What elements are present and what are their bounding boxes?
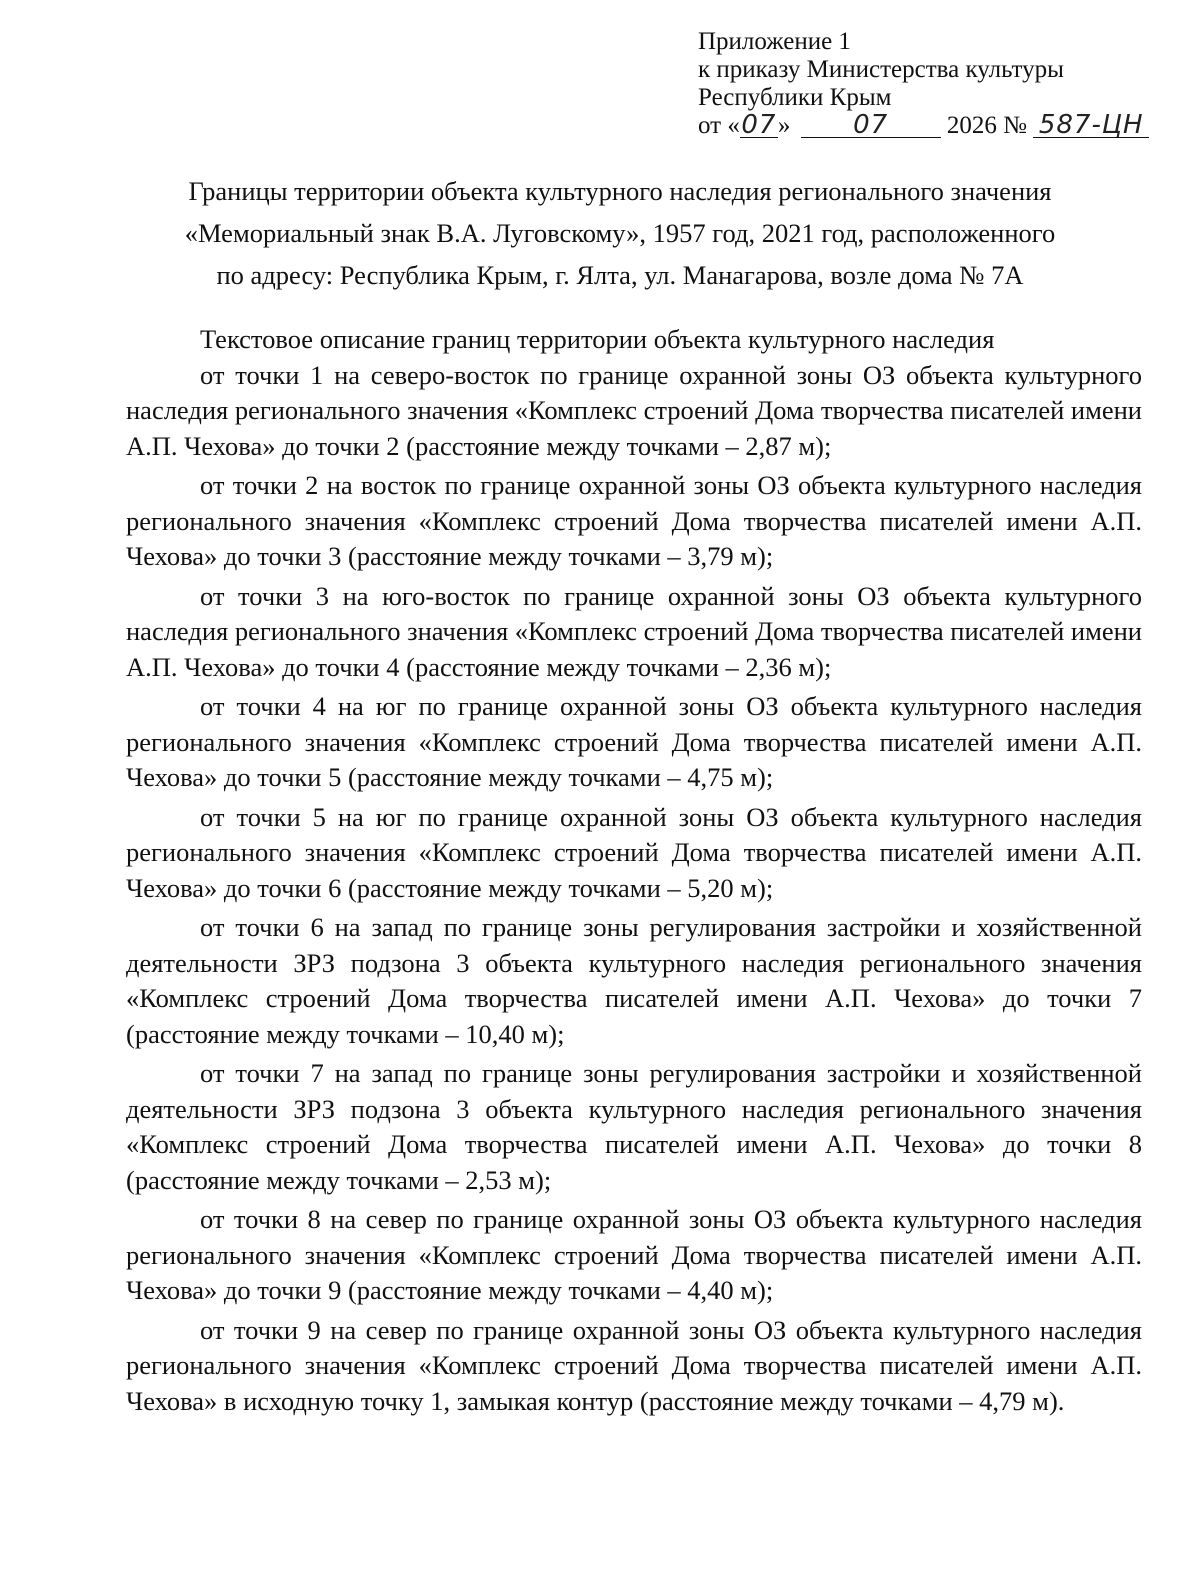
date-year: 2026 № (946, 112, 1027, 139)
boundary-paragraph-7: от точки 7 на запад по границе зоны регулирования застройки и хозяйственной деятельности ЗРЗ подзона 3 объекта культурного наследия регионального значения «Комплекс строений Дома творчества писателей имени А.П. Чехова» до точки 8 (расстояние между точками – 2,53 м); (126, 1058, 1142, 1195)
appendix-region: Республики Крым (698, 84, 892, 111)
boundary-paragraph-1: от точки 1 на северо-восток по границе охранной зоны ОЗ объекта культурного наследия регионального значения «Комплекс строений Дома творчества писателей имени А.П. Чехова» до точки 2 (расстояние между точками – 2,87 м); (126, 359, 1142, 461)
document-title (100, 170, 1140, 296)
boundary-paragraph-9: от точки 9 на север по границе охранной зоны ОЗ объекта культурного наследия регионального значения «Комплекс строений Дома творчества писателей имени А.П. Чехова» в исходную точку 1, замыкая контур (расстояние между точками – 4,79 м). (126, 1314, 1142, 1416)
boundary-paragraph-6: от точки 6 на запад по границе зоны регулирования застройки и хозяйственной деятельности ЗРЗ подзона 3 объекта культурного наследия регионального значения «Комплекс строений Дома творчества писателей имени А.П. Чехова» до точки 7 (расстояние между точками – 10,40 м); (126, 912, 1142, 1049)
appendix-date-line (698, 112, 1158, 140)
date-mid: » (777, 112, 791, 139)
boundary-paragraph-4: от точки 4 на юг по границе охранной зоны ОЗ объекта культурного наследия регионального значения «Комплекс строений Дома творчества писателей имени А.П. Чехова» до точки 5 (расстояние между точками – 4,75 м); (126, 691, 1142, 792)
appendix-title: Приложение 1 (698, 28, 851, 55)
date-prefix: от « (698, 112, 740, 139)
title-line-2: «Мемориальный знак В.А. Луговскому», 1957 год, 2021 год, расположенного (184, 218, 1056, 248)
title-line-3: по адресу: Республика Крым, г. Ялта, ул. Манагарова, возле дома № 7А (216, 260, 1024, 290)
date-day-handwritten: 07 (741, 110, 777, 140)
boundary-description (126, 322, 1142, 1423)
boundary-paragraph-2: от точки 2 на восток по границе охранной зоны ОЗ объекта культурного наследия регионального значения «Комплекс строений Дома творчества писателей имени А.П. Чехова» до точки 3 (расстояние между точками – 3,79 м); (126, 470, 1142, 571)
description-subheading: Текстовое описание границ территории объекта культурного наследия (200, 324, 995, 354)
appendix-order-ref: к приказу Министерства культуры (698, 56, 1064, 83)
date-month-handwritten: 07 (801, 113, 941, 138)
appendix-header (698, 28, 1158, 140)
boundary-paragraph-5: от точки 5 на юг по границе охранной зоны ОЗ объекта культурного наследия регионального значения «Комплекс строений Дома творчества писателей имени А.П. Чехова» до точки 6 (расстояние между точками – 5,20 м); (126, 801, 1142, 903)
order-number-handwritten: 587-ЦН (1033, 113, 1149, 138)
title-line-1: Границы территории объекта культурного наследия регионального значения (188, 176, 1052, 206)
boundary-paragraph-8: от точки 8 на север по границе охранной зоны ОЗ объекта культурного наследия регионального значения «Комплекс строений Дома творчества писателей имени А.П. Чехова» до точки 9 (расстояние между точками – 4,40 м); (126, 1204, 1142, 1305)
boundary-paragraph-3: от точки 3 на юго-восток по границе охранной зоны ОЗ объекта культурного наследия регионального значения «Комплекс строений Дома творчества писателей имени А.П. Чехова» до точки 4 (расстояние между точками – 2,36 м); (126, 580, 1142, 682)
